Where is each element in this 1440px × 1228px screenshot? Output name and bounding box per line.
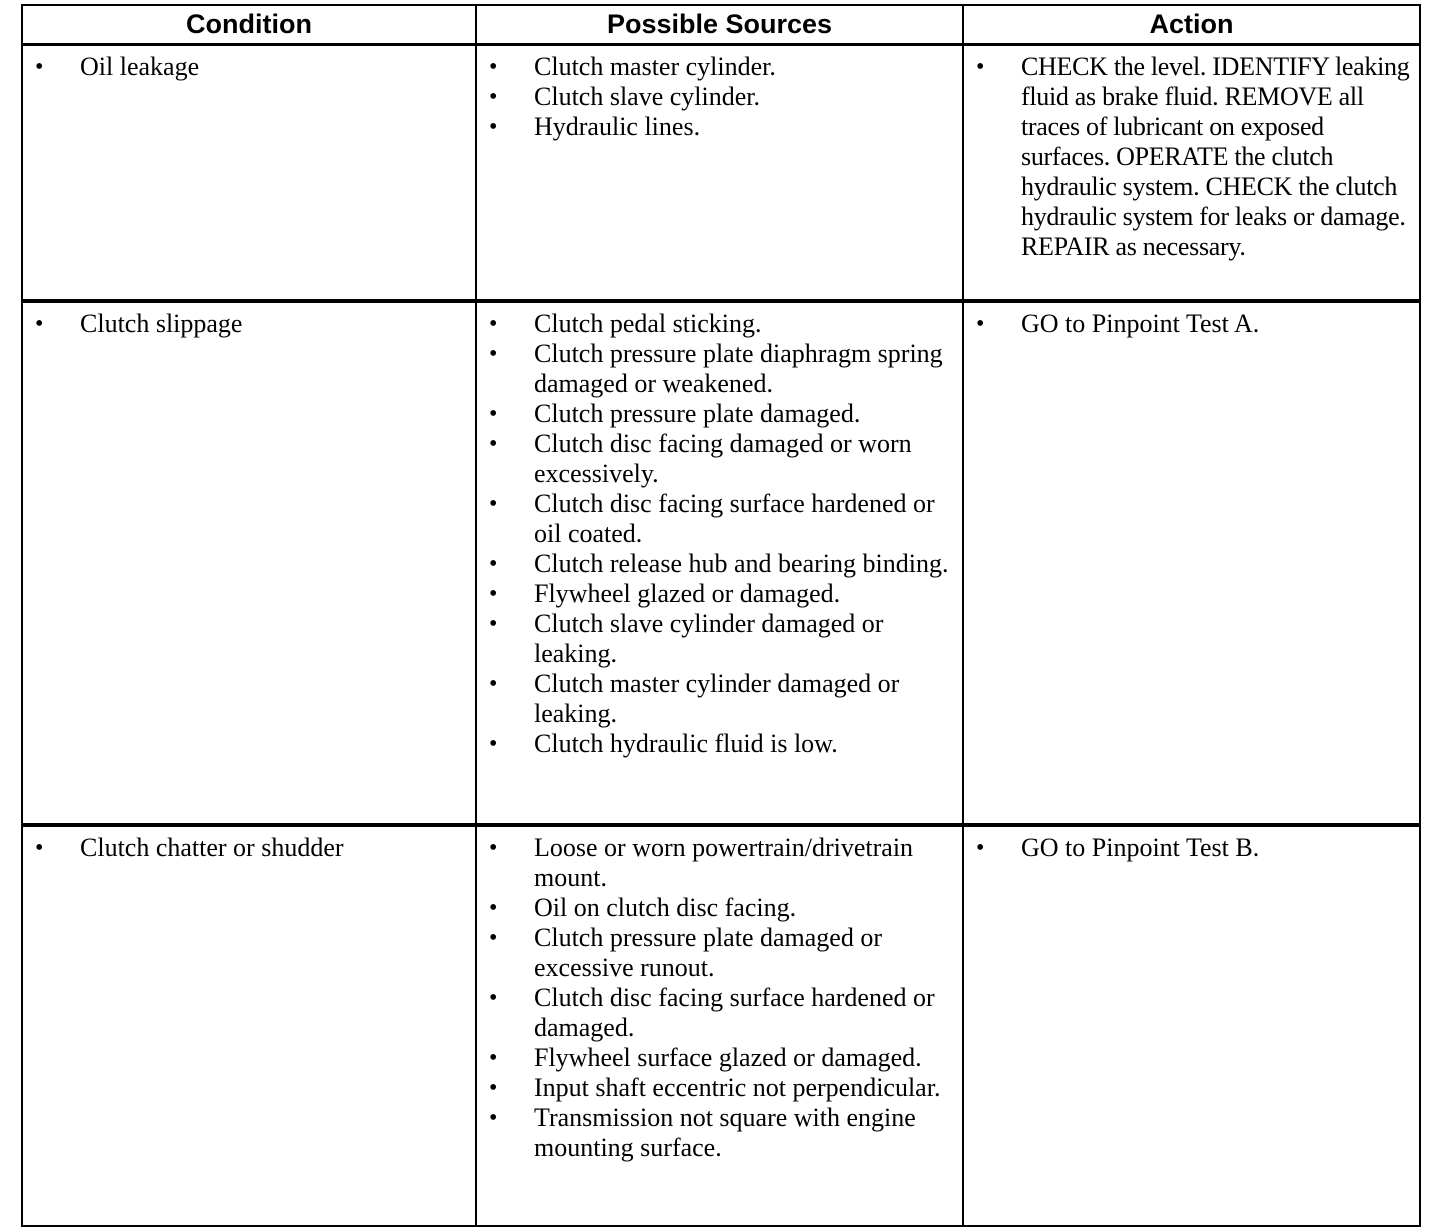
source-item: • Flywheel surface glazed or damaged. <box>489 1043 954 1073</box>
header-action: Action <box>963 5 1420 45</box>
sources-cell <box>476 825 963 1226</box>
condition-cell <box>22 301 476 825</box>
source-item: • Clutch disc facing surface hardened or oil coated. <box>489 489 954 549</box>
condition-item: • Clutch slippage <box>35 309 467 339</box>
action-cell <box>963 825 1420 1226</box>
header-condition: Condition <box>22 5 476 45</box>
source-item: • Clutch disc facing surface hardened or damaged. <box>489 983 954 1043</box>
source-item: • Clutch pedal sticking. <box>489 309 954 339</box>
header-row <box>22 5 1420 45</box>
action-item: • GO to Pinpoint Test A. <box>976 309 1411 339</box>
source-item: • Clutch release hub and bearing binding. <box>489 549 954 579</box>
source-item: • Clutch disc facing damaged or worn excessively. <box>489 429 954 489</box>
source-item: • Transmission not square with engine mounting surface. <box>489 1103 954 1163</box>
source-item: • Clutch pressure plate diaphragm spring damaged or weakened. <box>489 339 954 399</box>
source-item: • Oil on clutch disc facing. <box>489 893 954 923</box>
condition-item: • Clutch chatter or shudder <box>35 833 467 863</box>
table-row <box>22 45 1420 302</box>
condition-cell <box>22 45 476 302</box>
source-item: • Clutch master cylinder damaged or leaking. <box>489 669 954 729</box>
source-item: • Clutch pressure plate damaged. <box>489 399 954 429</box>
source-item: • Loose or worn powertrain/drivetrain mount. <box>489 833 954 893</box>
table-row <box>22 825 1420 1226</box>
source-item: • Clutch slave cylinder. <box>489 82 954 112</box>
action-cell <box>963 45 1420 302</box>
source-item: • Input shaft eccentric not perpendicular. <box>489 1073 954 1103</box>
condition-item: • Oil leakage <box>35 52 467 82</box>
source-item: • Clutch pressure plate damaged or excessive runout. <box>489 923 954 983</box>
action-cell <box>963 301 1420 825</box>
source-item: • Clutch slave cylinder damaged or leaking. <box>489 609 954 669</box>
diagnosis-table <box>21 4 1421 1227</box>
source-item: • Flywheel glazed or damaged. <box>489 579 954 609</box>
source-item: • Clutch master cylinder. <box>489 52 954 82</box>
header-possible-sources: Possible Sources <box>476 5 963 45</box>
sources-cell <box>476 301 963 825</box>
source-item: • Hydraulic lines. <box>489 112 954 142</box>
condition-cell <box>22 825 476 1226</box>
sources-cell <box>476 45 963 302</box>
action-item: • GO to Pinpoint Test B. <box>976 833 1411 863</box>
table-row <box>22 301 1420 825</box>
action-item: • CHECK the level. IDENTIFY leaking fluid as brake fluid. REMOVE all traces of lubricant on exposed surfaces. OPERATE the clutch hydraulic system. CHECK the clutch hydraulic system for leaks or damage. REPAIR as necessary. <box>976 52 1411 262</box>
source-item: • Clutch hydraulic fluid is low. <box>489 729 954 759</box>
